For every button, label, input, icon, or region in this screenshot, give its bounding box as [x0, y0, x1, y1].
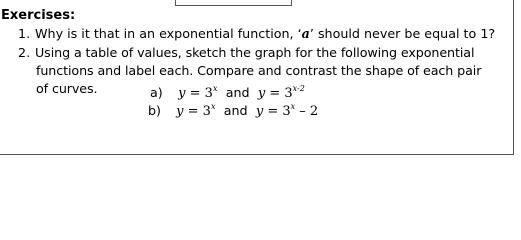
part-a-label: a) — [150, 85, 163, 100]
question-2-number: 2. — [18, 45, 31, 60]
part-b-eq2-tail: – 2 — [295, 104, 319, 119]
part-a-eq1-lhs: y — [178, 86, 186, 101]
part-b — [148, 98, 318, 121]
part-b-eq1-lhs: y — [176, 104, 184, 119]
part-b-eq2-base: = 3 — [263, 104, 291, 119]
part-a-eq1-exponent: x — [212, 84, 218, 93]
part-a-eq2-base: = 3 — [265, 86, 293, 101]
question-1-text-pre: Why is it that in an exponential function, ‘ — [35, 26, 302, 41]
question-1-variable: a — [301, 26, 310, 41]
part-a-eq2-exponent: x-2 — [292, 84, 305, 93]
question-2-line-3: of curves. — [36, 81, 98, 96]
part-b-eq1-base: = 3 — [183, 104, 211, 119]
part-b-eq2-exponent: x — [290, 102, 296, 111]
part-a-eq2-lhs: y — [257, 86, 266, 101]
question-1 — [18, 25, 495, 43]
exercises-heading: Exercises: — [1, 8, 76, 23]
question-2 — [18, 44, 474, 62]
question-1-number: 1. — [18, 26, 31, 41]
part-a-and: and — [225, 85, 250, 100]
part-b-and: and — [223, 103, 248, 118]
part-b-eq2-lhs: y — [255, 104, 264, 119]
part-b-label: b) — [148, 103, 162, 118]
question-1-text-post: ’ should never be equal to 1? — [309, 26, 496, 41]
part-b-eq1-exponent: x — [210, 102, 216, 111]
question-2-line-2: functions and label each. Compare and contrast the shape of each pair — [36, 63, 482, 78]
part-a-eq1-base: = 3 — [185, 86, 213, 101]
question-2-line-1: Using a table of values, sketch the graph for the following exponential — [35, 45, 475, 60]
